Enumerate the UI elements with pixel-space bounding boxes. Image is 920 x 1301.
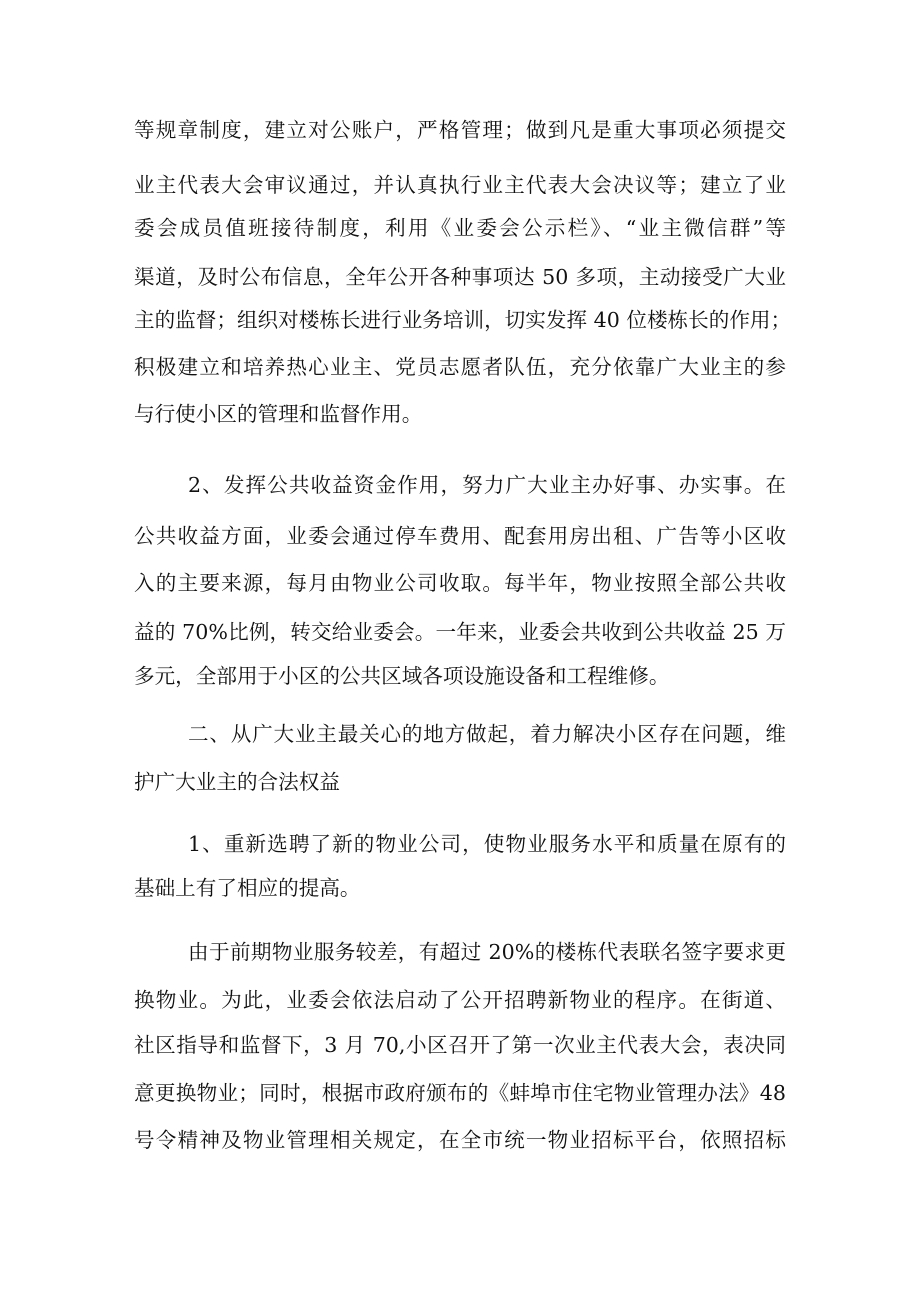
text-line: 委会成员值班接待制度，利用《业委会公示栏》、“业主微信群”等 [134, 216, 786, 240]
text-line: 多元，全部用于小区的公共区域各项设施设备和工程维修。 [134, 664, 670, 688]
text-line: 号令精神及物业管理相关规定，在全市统一物业招标平台，依照招标 [134, 1128, 786, 1152]
text-line: 等规章制度，建立对公账户，严格管理；做到凡是重大事项必须提交 [134, 118, 786, 142]
text-line: 1、重新选聘了新的物业公司，使物业服务水平和质量在原有的 [188, 832, 786, 856]
text-line: 业主代表大会审议通过，并认真执行业主代表大会决议等；建立了业 [134, 173, 786, 197]
text-line: 渠道，及时公布信息，全年公开各种事项达 50 多项，主动接受广大业 [134, 265, 786, 289]
text-line: 社区指导和监督下，3 月 70,小区召开了第一次业主代表大会，表决同 [134, 1033, 786, 1057]
text-line: 换物业。为此，业委会依法启动了公开招聘新物业的程序。在街道、 [134, 988, 786, 1012]
text-line: 由于前期物业服务较差，有超过 20%的楼栋代表联名签字要求更 [188, 940, 786, 964]
text-line: 2、发挥公共收益资金作用，努力广大业主办好事、办实事。在 [188, 473, 786, 497]
text-line: 公共收益方面，业委会通过停车费用、配套用房出租、广告等小区收 [134, 524, 786, 548]
text-line: 入的主要来源，每月由物业公司收取。每半年，物业按照全部公共收 [134, 571, 786, 595]
text-line: 积极建立和培养热心业主、党员志愿者队伍，充分依靠广大业主的参 [134, 355, 786, 379]
text-line: 与行使小区的管理和监督作用。 [134, 402, 423, 426]
text-line: 基础上有了相应的提高。 [134, 876, 361, 900]
text-line: 主的监督；组织对楼栋长进行业务培训，切实发挥 40 位楼栋长的作用； [134, 308, 792, 332]
text-line: 益的 70%比例，转交给业委会。一年来，业委会共收到公共收益 25 万 [134, 620, 786, 644]
text-line: 意更换物业；同时，根据市政府颁布的《蚌埠市住宅物业管理办法》48 [134, 1081, 786, 1105]
text-line: 护广大业主的合法权益 [134, 770, 340, 794]
text-line: 二、从广大业主最关心的地方做起，着力解决小区存在问题，维 [188, 722, 786, 746]
